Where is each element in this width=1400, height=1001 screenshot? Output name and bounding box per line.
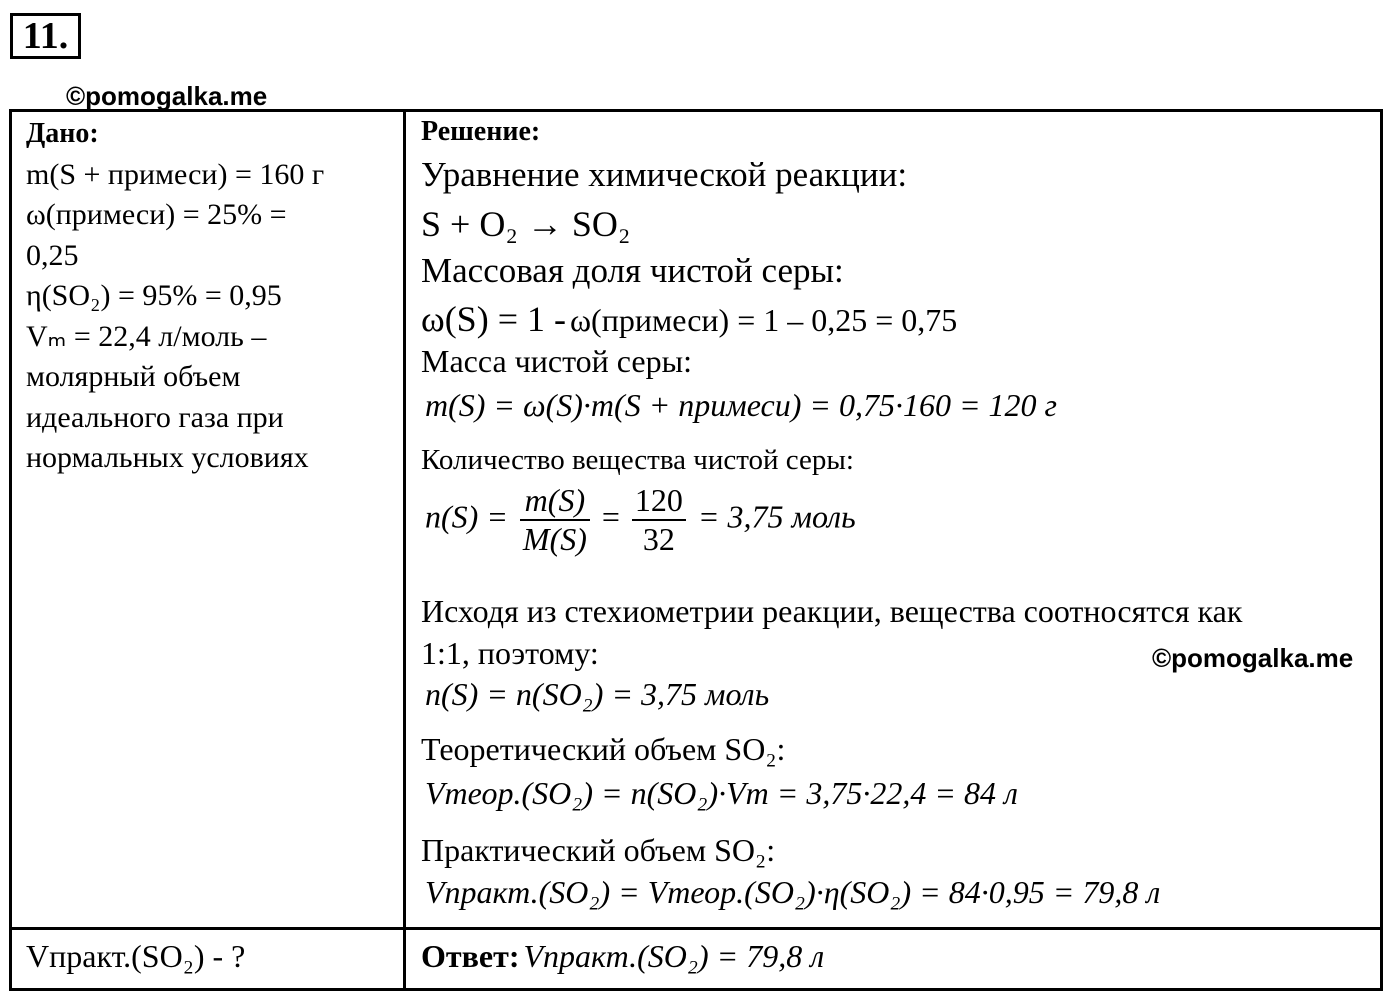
mass-fraction-line <box>421 298 957 340</box>
answer-formula: Vпракт.(SO₂) = 79,8 л <box>523 938 825 974</box>
mass-title: Масса чистой серы: <box>421 343 692 379</box>
equation-title: Уравнение химической реакции: <box>421 155 908 194</box>
reaction-equation: S + O₂ → SO₂ <box>421 204 631 244</box>
fraction-numerator: 120 <box>632 482 686 521</box>
column-divider <box>403 109 406 991</box>
answer-line <box>421 938 824 975</box>
watermark-top: ©pomogalka.me <box>66 81 268 111</box>
given-line: идеального газа при <box>26 400 284 434</box>
mass-fraction-rhs: ω(примеси) = 1 – 0,25 = 0,75 <box>569 302 958 338</box>
practical-volume-title: Практический объем SO₂: <box>421 832 776 868</box>
given-line: ω(примеси) = 25% = <box>26 198 287 231</box>
stoichiometry-line: Исходя из стехиометрии реакции, вещества соотносятся как <box>421 593 1243 629</box>
amount-formula: n(S) = $\frac{m(S)}{M(S)}$ = $\frac{120}{32}$ = 3,75 моль <box>425 482 856 557</box>
mass-fraction-lhs: ω(S) = 1 - <box>421 299 566 339</box>
amount-lhs: n(S) = <box>425 498 508 535</box>
mass-fraction-title: Массовая доля чистой серы: <box>421 251 844 290</box>
given-line: нормальных условиях <box>26 441 309 474</box>
given-line: η(SO₂) = 95% = 0,95 <box>26 279 282 312</box>
answer-label: Ответ: <box>421 938 520 974</box>
given-line: 0,25 <box>26 238 79 272</box>
theoretical-volume-formula: Vтеор.(SO₂) = n(SO₂)·Vm = 3,75·22,4 = 84 л <box>425 775 1018 811</box>
practical-volume-formula: Vпракт.(SO₂) = Vтеор.(SO₂)·η(SO₂) = 84·0,95 = 79,8 л <box>425 874 1161 910</box>
stoichiometry-formula: n(S) = n(SO₂) = 3,75 моль <box>425 676 770 712</box>
solution-heading: Решение: <box>421 116 541 147</box>
given-line: молярный объем <box>26 360 241 393</box>
amount-title: Количество вещества чистой серы: <box>421 444 854 476</box>
mass-formula: m(S) = ω(S)·m(S + примеси) = 0,75·160 = 120 г <box>425 387 1058 423</box>
theoretical-volume-title: Теоретический объем SO₂: <box>421 731 786 767</box>
given-column <box>26 114 398 479</box>
fraction-denominator: M(S) <box>522 521 587 557</box>
fraction-values <box>632 482 686 558</box>
fraction-mass-over-molar <box>520 482 590 558</box>
stoichiometry-line: 1:1, поэтому: <box>421 635 599 671</box>
given-line: m(S + примеси) = 160 г <box>26 157 325 191</box>
fraction-numerator: m(S) <box>520 482 590 521</box>
amount-rhs: = 3,75 моль <box>697 498 856 535</box>
row-divider <box>9 927 1383 930</box>
find-cell: Vпракт.(SO₂) - ? <box>26 938 246 974</box>
task-number: 11. <box>10 13 81 59</box>
given-heading: Дано: <box>26 118 99 149</box>
fraction-denominator: 32 <box>642 521 675 557</box>
given-line: Vₘ = 22,4 л/моль – <box>26 319 267 353</box>
watermark-middle: ©pomogalka.me <box>1152 643 1354 673</box>
